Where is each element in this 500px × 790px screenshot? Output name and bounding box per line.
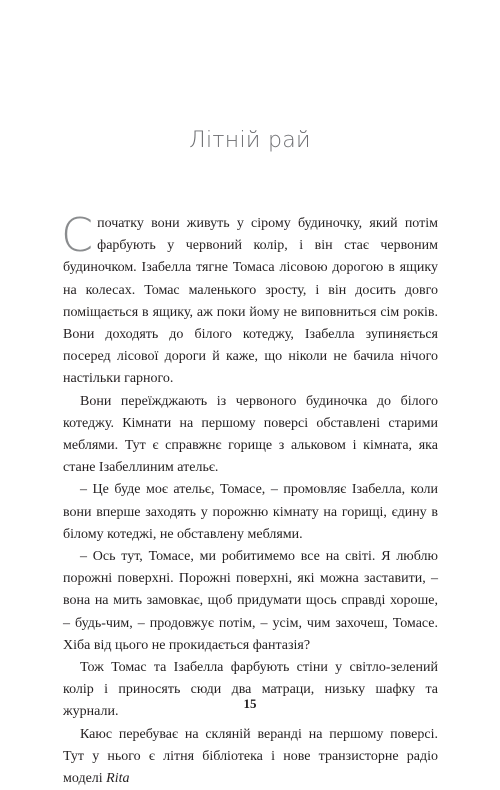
- paragraph-2: Вони переїжджають із червоного будиночка до білого котеджу. Кімнати на першому поверсі обставлені старими меблями. Тут є справжнє горище з альковом і кімната, яка стане Ізабеллиним ательє.: [63, 393, 438, 476]
- paragraph-1: [61, 208, 438, 391]
- paragraph-5: Тож Томас та Ізабелла фарбують стіни у світло-зелений колір і приносять сюди два матраци, низьку шафку та журнали.: [63, 660, 438, 720]
- paragraph-1-text: початку вони живуть у сірому будиночку, який потім фарбують у червоний колір, і він стає червоним будиночком. Ізабелла тягне Томаса лісовою дорогою в ящику на колесах. Томас маленького зросту, і він досить довго поміщається в ящику, аж поки йому не виповниться сім років. Вони доходять до білого котеджу, Ізабелла зупиняється посеред лісової дороги й каже, що ніколи не бачила нічого настільки гарного.: [63, 216, 438, 387]
- paragraph-6-text: Каюс перебуває на скляній веранді на першому поверсі. Тут у нього є літня бібліотека і нове транзисторне радіо моделі: [63, 726, 438, 787]
- chapter-title: Літній рай: [189, 128, 311, 153]
- drop-cap: С: [61, 208, 94, 262]
- paragraph-6: [63, 724, 438, 790]
- page-number: 15: [243, 696, 257, 711]
- paragraph-3: – Це буде моє ательє, Томасе, – промовляє Ізабелла, коли вони вперше заходять у порожню кімнату на горищі, єдину в білому котеджі, не обставлену меблями.: [63, 482, 438, 542]
- radio-model-name: Rita: [106, 771, 130, 787]
- paragraph-4: – Ось тут, Томасе, ми робитимемо все на світі. Я люблю порожні поверхні. Порожні поверхні, які можна заставити, – вона на мить замовкає, щоб придумати щось справді хороше, – будь-чим, – продовжує потім, – усім, чим захочеш, Томасе. Хіба від цього не прокидається фантазія?: [63, 549, 438, 653]
